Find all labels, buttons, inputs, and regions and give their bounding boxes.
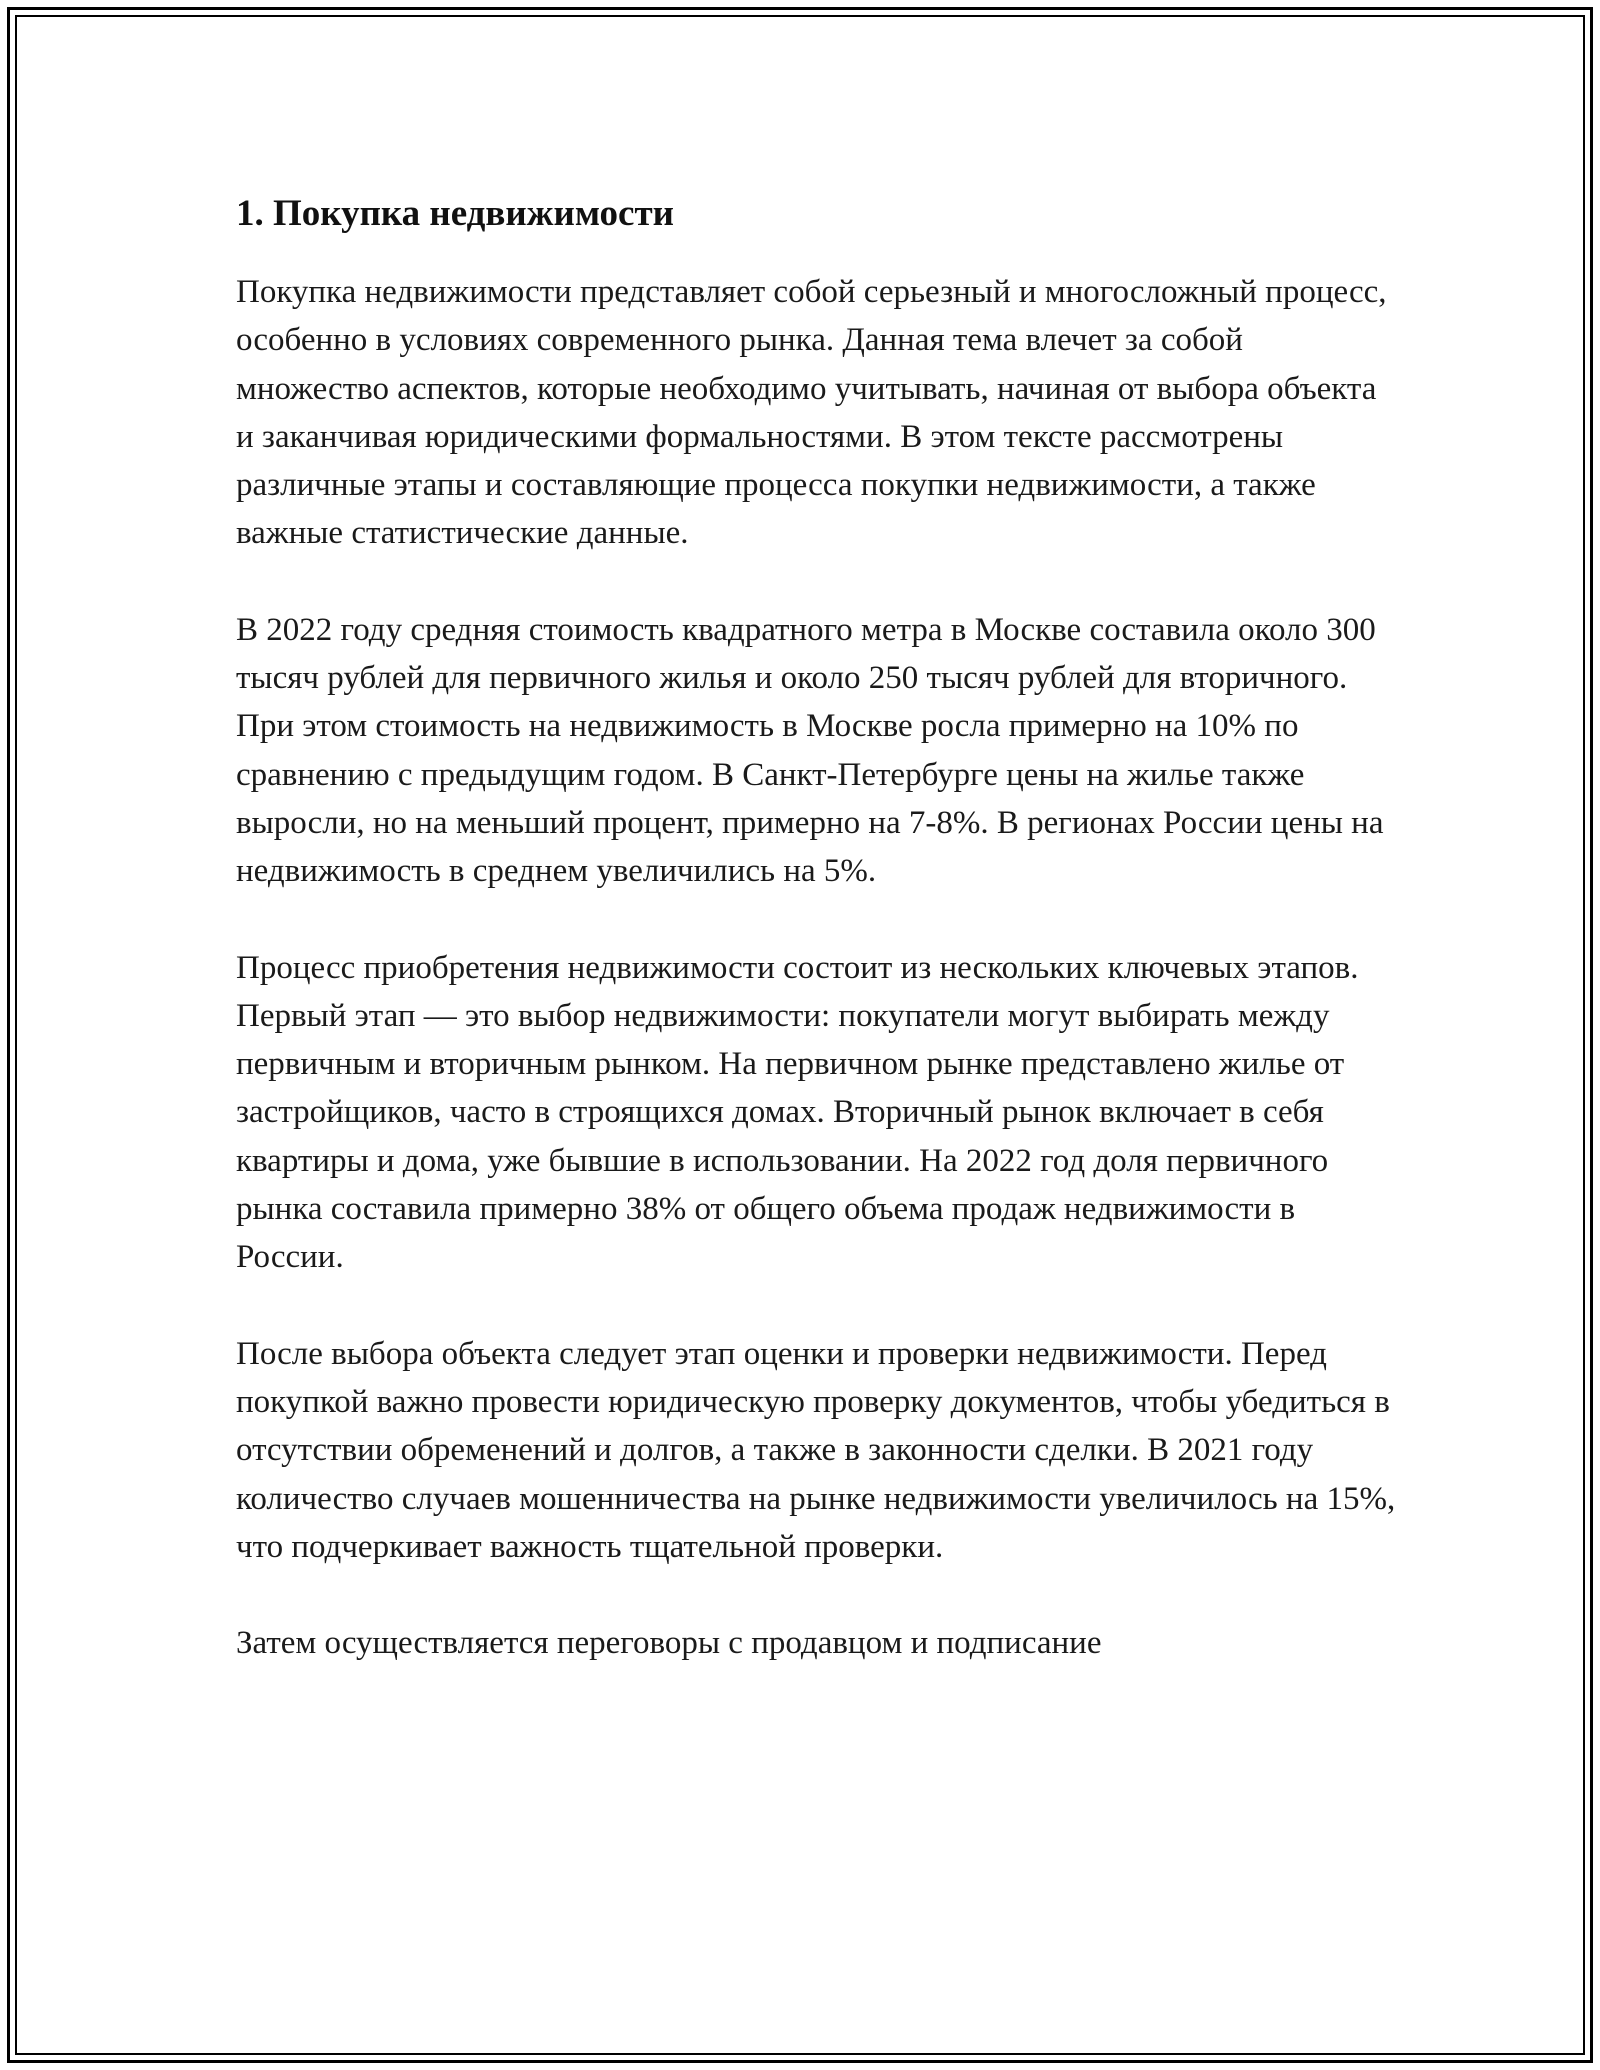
section-heading: 1. Покупка недвижимости (236, 193, 674, 234)
paragraph-prices: В 2022 году средняя стоимость квадратного метра в Москве составила около 300 тысяч рублей для первичного жилья и около 250 тысяч рублей для вторичного. При этом стоимость на недвижимость в Москве росла примерно на 10% по сравнению с предыдущим годом. В Санкт-Петербурге цены на жилье также выросли, но на меньший процент, примерно на 7-8%. В регионах России цены на недвижимость в среднем увеличились на 5%. (236, 611, 1384, 890)
paragraph-negotiation: Затем осуществляется переговоры с продавцом и подписание (236, 1625, 1102, 1662)
document-body (236, 186, 1396, 1715)
paragraph-verification: После выбора объекта следует этап оценки и проверки недвижимости. Перед покупкой важно провести юридическую проверку документов, чтобы убедиться в отсутствии обременений и долгов, а также в законности сделки. В 2021 году количество случаев мошенничества на рынке недвижимости увеличилось на 15%, что подчеркивает важность тщательной проверки. (236, 1335, 1396, 1565)
paragraph-intro: Покупка недвижимости представляет собой серьезный и многосложный процесс, особенно в условиях современного рынка. Данная тема влечет за собой множество аспектов, которые необходимо учитывать, начиная от выбора объекта и заканчивая юридическими формальностями. В этом тексте рассмотрены различные этапы и составляющие процесса покупки недвижимости, а также важные статистические данные. (236, 274, 1387, 552)
paragraph-stages: Процесс приобретения недвижимости состоит из нескольких ключевых этапов. Первый этап — это выбор недвижимости: покупатели могут выбирать между первичным и вторичным рынком. На первичном рынке представлено жилье от застройщиков, часто в строящихся домах. Вторичный рынок включает в себя квартиры и дома, уже бывшие в использовании. На 2022 год доля первичного рынка составила примерно 38% от общего объема продаж недвижимости в России. (236, 949, 1359, 1276)
